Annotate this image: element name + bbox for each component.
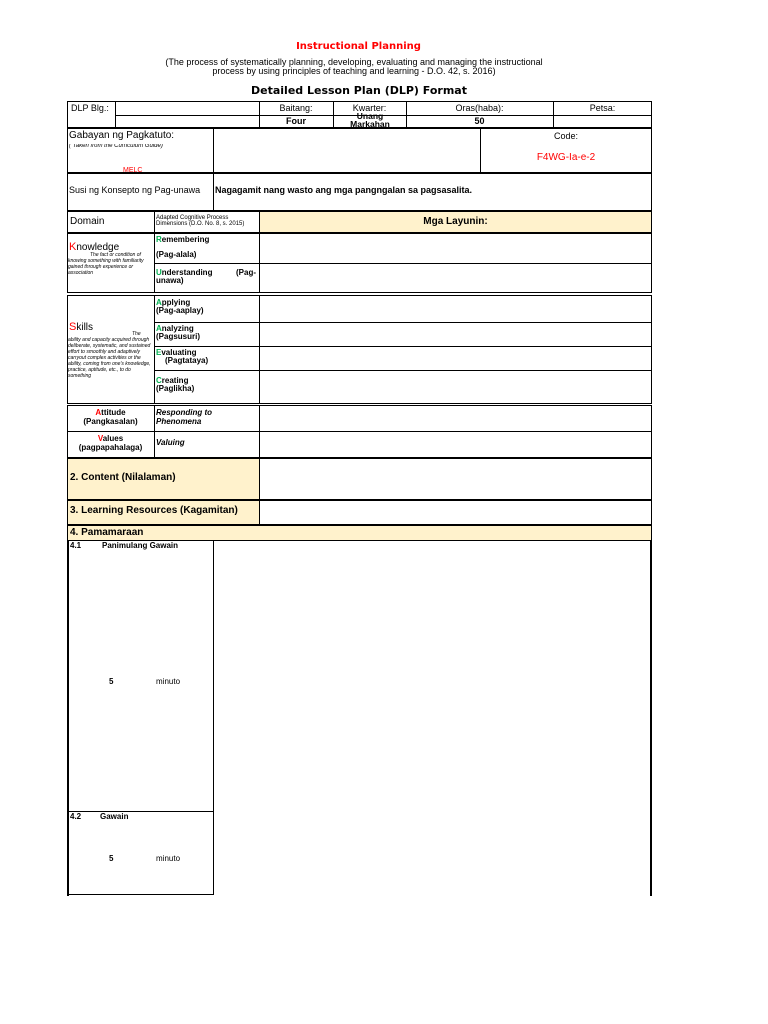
baitang-label: Baitang:	[279, 103, 313, 113]
section-4-2-minutes: 5	[109, 854, 114, 863]
gabayan-label: Gabayan ng Pagkatuto:	[69, 130, 175, 141]
petsa-label: Petsa:	[589, 103, 616, 113]
form-title: Detailed Lesson Plan (DLP) Format	[251, 84, 467, 97]
page-title: Instructional Planning	[296, 41, 421, 52]
creating-sub: (Paglikha)	[156, 384, 195, 393]
pamamaraan-label: 4. Pamamaraan	[70, 527, 144, 538]
code-value: F4WG-Ia-e-2	[536, 152, 596, 163]
section-4-1-unit: minuto	[156, 677, 181, 686]
susi-value: Nagagamit nang wasto ang mga pangngalan sa pagsasalita.	[215, 185, 473, 195]
evaluating-sub: (Pagtataya)	[165, 356, 209, 365]
skills-description: The ability and capacity acquired through deliberate, systematic, and sustained effort to smoothly and adaptively carryout complex activities or the ability, coming from one's knowledge, practice, aptitude, etc., to do something	[68, 331, 151, 379]
dlp-label: DLP Blg.:	[71, 103, 109, 113]
valuing-label: Valuing	[156, 438, 185, 447]
remembering-label: Remembering	[156, 235, 210, 244]
dimensions-line-2: Dimensions (D.O. No. 8, s. 2015)	[156, 221, 245, 227]
evaluating-label: Evaluating	[156, 348, 197, 357]
creating-label: Creating	[156, 376, 189, 385]
understanding-label: Understanding	[156, 268, 213, 277]
understanding-sub-2: unawa)	[156, 276, 184, 285]
susi-label: Susi ng Konsepto ng Pag-unawa	[69, 185, 201, 195]
section-4-1-number: 4.1	[70, 541, 82, 550]
section-4-1-minutes: 5	[109, 677, 114, 686]
code-label: Code:	[553, 131, 579, 141]
attitude-sub: (Pangkasalan)	[83, 417, 138, 426]
dimensions-line-1: Adapted Cognitive Process	[156, 215, 229, 221]
subtitle-line-1: (The process of systematically planning, developing, evaluating and managing the instructional	[165, 57, 543, 67]
analyzing-label: Analyzing	[156, 324, 194, 333]
knowledge-description: The fact or condition of knowing something with familiarity gained through experience or association	[68, 252, 144, 276]
baitang-value: Four	[286, 116, 306, 126]
kwarter-label: Kwarter:	[352, 103, 387, 113]
section-4-2-number: 4.2	[70, 812, 82, 821]
analyzing-sub: (Pagsusuri)	[156, 332, 201, 341]
gabayan-note: ( Taken from the Curriculum Guide)	[69, 144, 163, 149]
resources-label: 3. Learning Resources (Kagamitan)	[70, 505, 238, 516]
section-4-2-unit: minuto	[156, 854, 181, 863]
section-4-1-title: Panimulang Gawain	[102, 541, 179, 550]
responding-line-1: Responding to	[156, 408, 212, 417]
remembering-sub: (Pag-alala)	[156, 250, 197, 259]
skills-label: Skills	[69, 321, 94, 333]
applying-label: Applying	[156, 298, 191, 307]
section-4-2-title: Gawain	[100, 812, 129, 821]
domain-label: Domain	[70, 216, 105, 227]
understanding-sub-1: (Pag-	[236, 268, 256, 277]
oras-label: Oras(haba):	[455, 103, 504, 113]
melc-label: MELC	[123, 167, 143, 173]
oras-value: 50	[474, 116, 485, 126]
knowledge-label: Knowledge	[69, 241, 120, 253]
values-sub: (pagpapahalaga)	[78, 443, 143, 452]
kwarter-value: Unang Markahan	[350, 112, 390, 128]
values-label: Values	[97, 434, 124, 443]
content-label: 2. Content (Nilalaman)	[70, 472, 176, 483]
applying-sub: (Pag-aaplay)	[156, 306, 204, 315]
attitude-label: Attitude	[95, 408, 126, 417]
subtitle-line-2: process by using principles of teaching and learning - D.O. 42, s. 2016)	[212, 66, 496, 76]
layunin-label: Mga Layunin:	[423, 216, 488, 227]
responding-line-2: Phenomena	[156, 417, 202, 426]
